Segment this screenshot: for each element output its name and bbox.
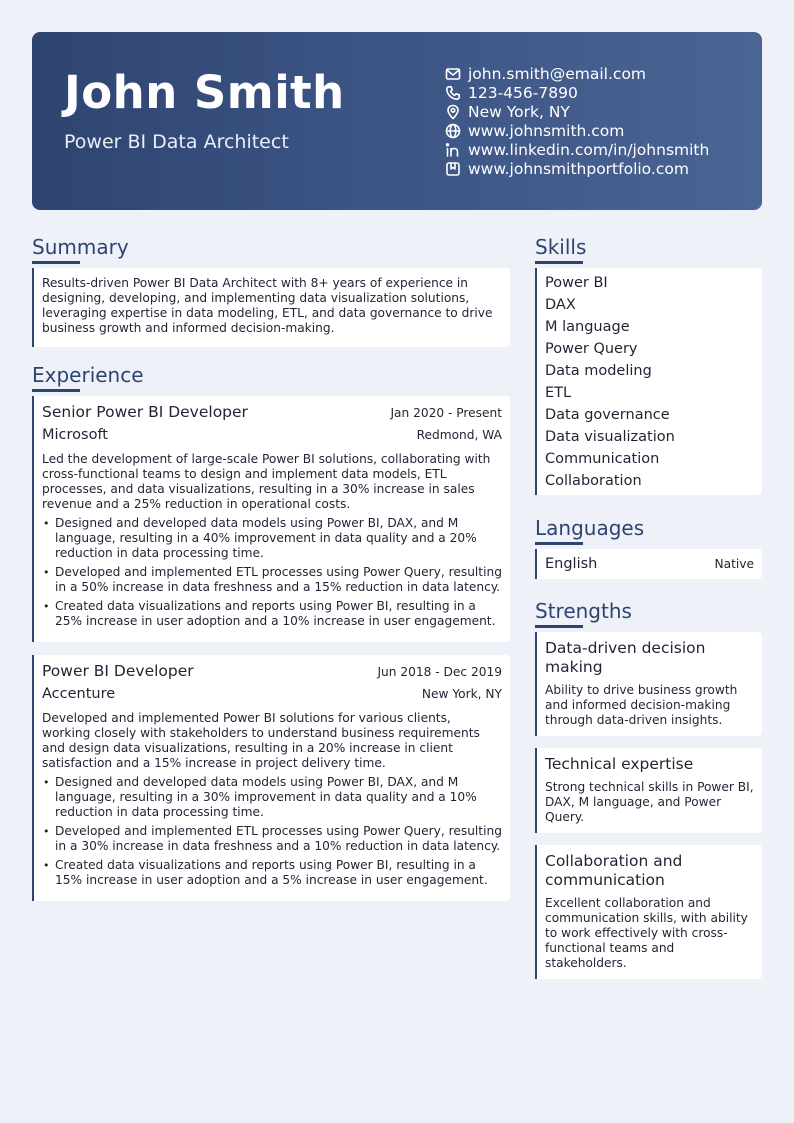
candidate-role: Power BI Data Architect (64, 131, 289, 153)
language-item (535, 549, 762, 579)
experience-item (32, 655, 510, 901)
job-description: Developed and implemented Power BI solutions for various clients, working closely with stakeholders to understand business requirements and design data visualizations, resulting in a 20% increase in client satisfaction and a 15% increase in project delivery time. (42, 711, 480, 770)
strength-description: Strong technical skills in Power BI, DAX, M language, and Power Query. (545, 780, 754, 824)
job-dates: Jan 2020 - Present (390, 406, 502, 420)
language-name: English (545, 556, 598, 572)
contact-portfolio[interactable] (444, 159, 709, 178)
strength-name: Technical expertise (545, 755, 694, 773)
job-title: Senior Power BI Developer (42, 403, 248, 421)
job-achievements (42, 775, 502, 888)
achievement-item: • Designed and developed data models using Power BI, DAX, and M language, resulting in a 40% improvement in data quality and a 20% reduction in data processing time. (42, 516, 502, 561)
job-achievements (42, 516, 502, 629)
summary-heading: Summary (32, 234, 510, 260)
strength-name: Collaboration and communication (545, 852, 683, 889)
skill-item: ETL (545, 385, 572, 401)
strengths-heading: Strengths (535, 598, 762, 624)
skill-item: Data governance (545, 407, 670, 423)
strength-name: Data-driven decision making (545, 639, 706, 676)
skill-item: Data visualization (545, 429, 675, 445)
contact-linkedin-text: www.linkedin.com/in/johnsmith (468, 140, 710, 159)
skill-item: Data modeling (545, 363, 652, 379)
contact-email[interactable] (444, 64, 709, 83)
portfolio-icon (444, 160, 461, 177)
strength-item (535, 845, 762, 979)
strength-item (535, 632, 762, 736)
achievement-item: • Developed and implemented ETL processes using Power Query, resulting in a 50% increase in data freshness and a 15% reduction in data latency. (42, 565, 502, 595)
contact-linkedin[interactable] (444, 140, 709, 159)
contact-website-text: www.johnsmith.com (468, 121, 625, 140)
skill-item: M language (545, 319, 630, 335)
summary-card (32, 268, 510, 347)
contact-location (444, 102, 709, 121)
achievement-item: • Created data visualizations and reports using Power BI, resulting in a 25% increase in user adoption and a 10% increase in user engagement. (42, 599, 502, 629)
sidebar-column (535, 234, 762, 979)
strength-description: Ability to drive business growth and informed decision-making through data-driven insights. (545, 683, 738, 727)
job-dates: Jun 2018 - Dec 2019 (377, 665, 502, 679)
job-location: Redmond, WA (416, 428, 502, 442)
summary-text: Results-driven Power BI Data Architect with 8+ years of experience in designing, developing, and implementing data visualization solutions, leveraging expertise in data modeling, ETL, and data governance to drive business growth and informed decision-making. (42, 276, 493, 335)
language-level: Native (714, 557, 754, 571)
resume-header (32, 32, 762, 210)
contact-email-text: john.smith@email.com (468, 64, 647, 83)
experience-heading: Experience (32, 362, 510, 388)
strength-item (535, 748, 762, 833)
skills-card (535, 268, 762, 495)
main-column (32, 234, 510, 901)
job-company: Microsoft (42, 427, 108, 443)
location-pin-icon (444, 103, 461, 120)
contact-portfolio-text: www.johnsmithportfolio.com (468, 159, 689, 178)
contact-phone[interactable] (444, 83, 709, 102)
achievement-item: • Developed and implemented ETL processes using Power Query, resulting in a 30% increase in data freshness and a 10% reduction in data latency. (42, 824, 502, 854)
contact-list (444, 64, 709, 178)
skills-heading: Skills (535, 234, 762, 260)
contact-phone-text: 123-456-7890 (468, 83, 578, 102)
contact-location-text: New York, NY (468, 102, 570, 121)
achievement-item: • Designed and developed data models using Power BI, DAX, and M language, resulting in a 30% improvement in data quality and a 10% reduction in data processing time. (42, 775, 502, 820)
skill-item: DAX (545, 297, 576, 313)
job-description: Led the development of large-scale Power BI solutions, collaborating with cross-functional teams to design and implement data models, ETL processes, and data visualizations, resulting in a 30% increase in sales revenue and a 25% reduction in operational costs. (42, 452, 491, 511)
phone-icon (444, 84, 461, 101)
job-company: Accenture (42, 686, 116, 702)
languages-heading: Languages (535, 515, 762, 541)
mail-icon (444, 65, 461, 82)
globe-icon (444, 122, 461, 139)
skill-item: Communication (545, 451, 660, 467)
skill-item: Power Query (545, 341, 638, 357)
skill-item: Collaboration (545, 473, 642, 489)
experience-item (32, 396, 510, 642)
candidate-name: John Smith (64, 66, 345, 119)
linkedin-icon (444, 141, 461, 158)
job-location: New York, NY (421, 687, 502, 701)
job-title: Power BI Developer (42, 662, 194, 680)
contact-website[interactable] (444, 121, 709, 140)
strength-description: Excellent collaboration and communication skills, with ability to work effectively with cross-functional teams and stakeholders. (545, 896, 748, 970)
achievement-item: • Created data visualizations and reports using Power BI, resulting in a 15% increase in user adoption and a 5% increase in user engagement. (42, 858, 502, 888)
skill-item: Power BI (545, 275, 608, 291)
